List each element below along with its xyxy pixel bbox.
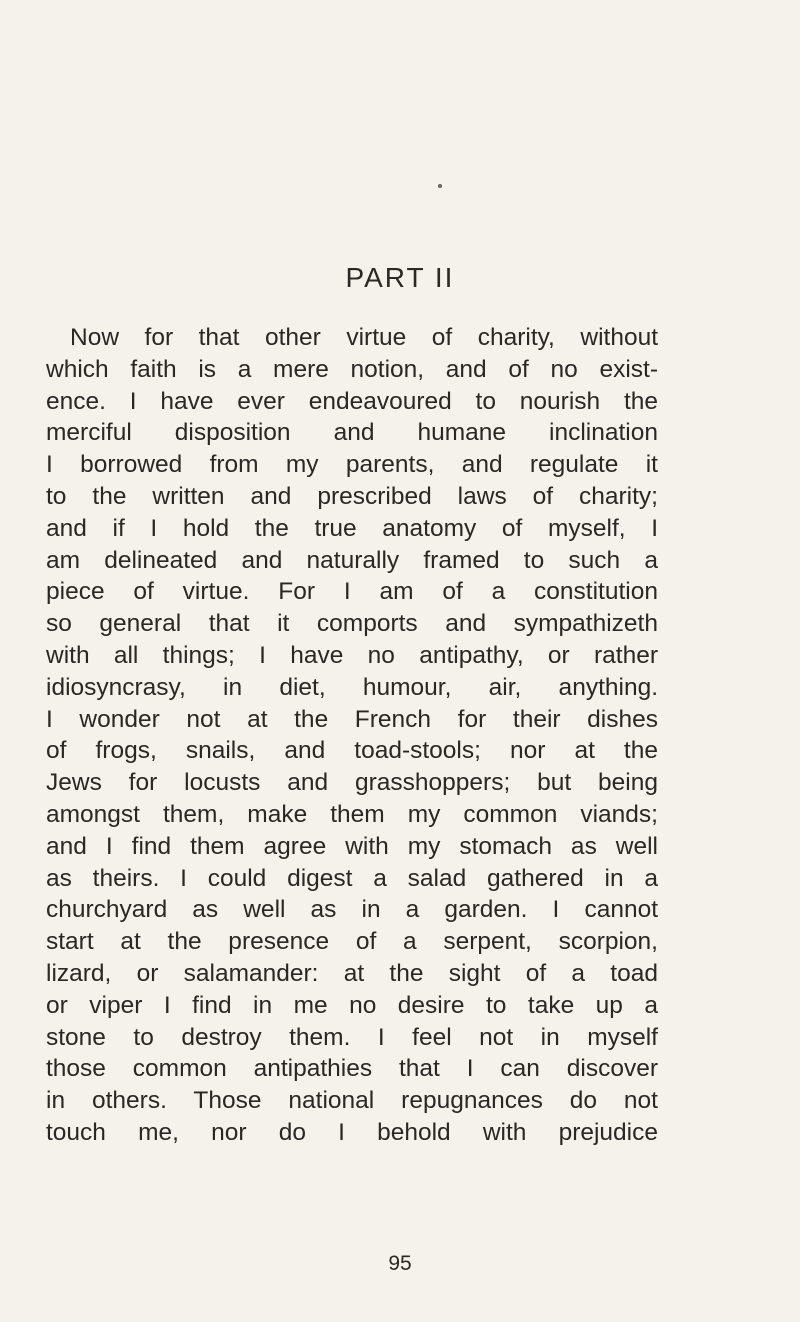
text-line: idiosyncrasy, in diet, humour, air, anything. <box>46 673 658 701</box>
text-line: so general that it comports and sympathizeth <box>46 610 658 638</box>
part-heading: PART II <box>345 262 455 293</box>
text-line: or viper I find in me no desire to take up a <box>46 991 658 1019</box>
text-line: and if I hold the true anatomy of myself, I <box>46 514 658 542</box>
text-line: with all things; I have no antipathy, or rather <box>46 641 658 669</box>
text-line: am delineated and naturally framed to such a <box>46 546 658 574</box>
ink-speck <box>438 184 442 188</box>
text-line: churchyard as well as in a garden. I cannot <box>46 896 658 924</box>
text-line: which faith is a mere notion, and of no exist- <box>46 355 658 383</box>
text-line: amongst them, make them my common viands; <box>46 800 658 828</box>
text-line: lizard, or salamander: at the sight of a toad <box>46 959 658 987</box>
page-number: 95 <box>388 1252 412 1275</box>
text-line: stone to destroy them. I feel not in myself <box>46 1023 658 1051</box>
text-line: to the written and prescribed laws of charity; <box>46 482 658 510</box>
text-line: in others. Those national repugnances do not <box>46 1087 658 1115</box>
text-line: merciful disposition and humane inclination <box>46 419 658 447</box>
text-line: start at the presence of a serpent, scorpion, <box>46 928 658 956</box>
text-line: piece of virtue. For I am of a constitution <box>46 578 658 606</box>
text-line: I borrowed from my parents, and regulate it <box>46 451 658 479</box>
text-line: those common antipathies that I can discover <box>46 1055 658 1083</box>
text-line: of frogs, snails, and toad-stools; nor at the <box>46 737 658 765</box>
text-line: I wonder not at the French for their dishes <box>46 705 658 733</box>
text-line: and I find them agree with my stomach as well <box>46 832 658 860</box>
text-line: Jews for locusts and grasshoppers; but being <box>46 769 658 797</box>
body-text <box>46 322 658 1149</box>
text-line: Now for that other virtue of charity, without <box>70 324 658 351</box>
text-line: touch me, nor do I behold with prejudice <box>46 1118 658 1146</box>
text-line: as theirs. I could digest a salad gathered in a <box>46 864 658 892</box>
text-line: ence. I have ever endeavoured to nourish the <box>46 387 658 415</box>
